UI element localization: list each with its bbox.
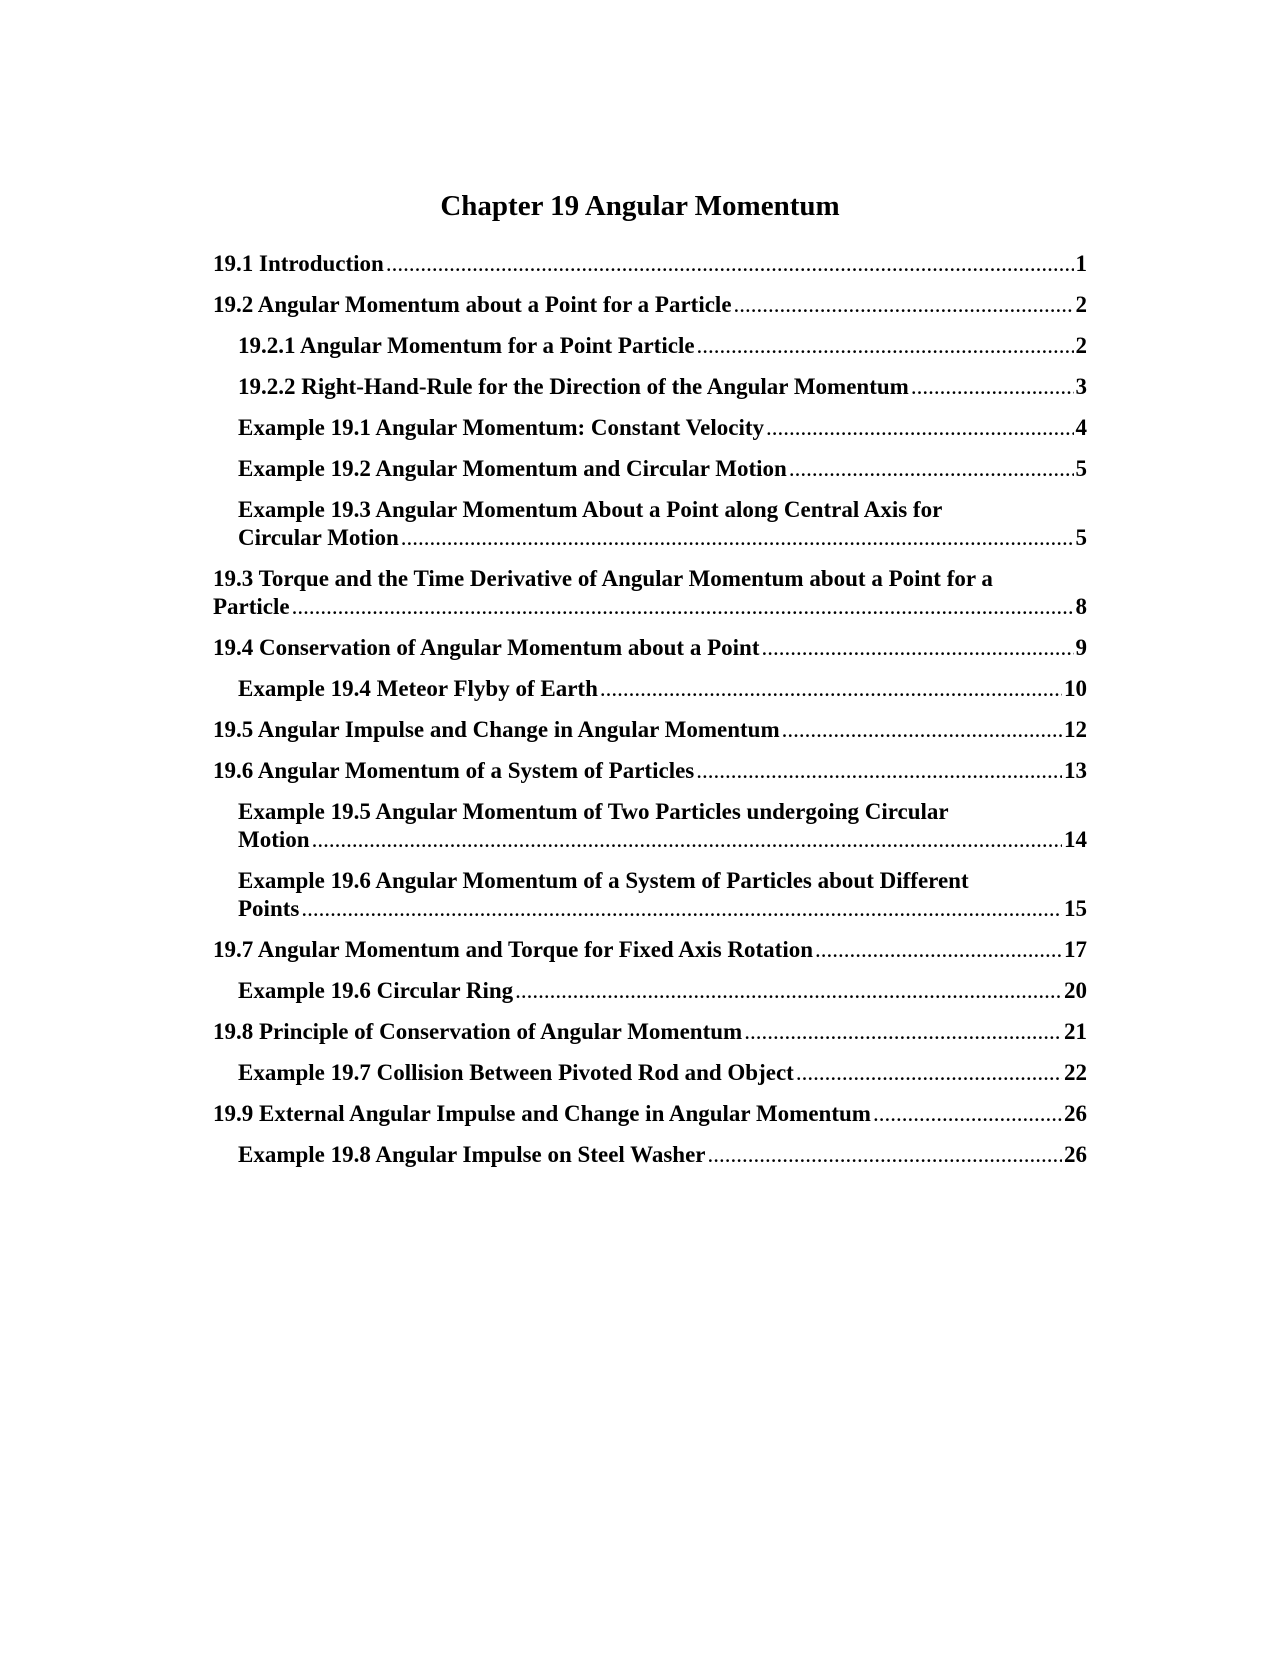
toc-entry[interactable] bbox=[213, 634, 1087, 662]
toc-entry[interactable] bbox=[213, 373, 1087, 401]
toc-page-number: 2 bbox=[1075, 292, 1087, 317]
toc-entry-text: Example 19.2 Angular Momentum and Circular Motion bbox=[238, 456, 787, 481]
toc-entry[interactable] bbox=[213, 291, 1087, 319]
toc-entry-text-first-line: Example 19.3 Angular Momentum About a Point along Central Axis for bbox=[238, 497, 943, 522]
toc-leader-dots bbox=[696, 757, 1062, 785]
toc-leader-dots bbox=[766, 414, 1073, 442]
toc-entry-text: 19.2 Angular Momentum about a Point for a Particle bbox=[213, 292, 732, 317]
chapter-title: Chapter 19 Angular Momentum bbox=[440, 190, 840, 222]
toc-entry[interactable] bbox=[213, 455, 1087, 483]
toc-entry-text: Example 19.4 Meteor Flyby of Earth bbox=[238, 676, 598, 701]
toc-entry[interactable] bbox=[213, 675, 1087, 703]
toc-entry-text-first-line: 19.3 Torque and the Time Derivative of Angular Momentum about a Point for a bbox=[213, 566, 993, 591]
toc-leader-dots bbox=[744, 1018, 1062, 1046]
toc-leader-dots bbox=[708, 1141, 1062, 1169]
toc-entry-multiline[interactable] bbox=[213, 565, 1087, 621]
toc-page-number: 22 bbox=[1064, 1060, 1087, 1085]
toc-entry[interactable] bbox=[213, 250, 1087, 278]
toc-page-number: 9 bbox=[1075, 635, 1087, 660]
toc-leader-dots bbox=[796, 1059, 1062, 1087]
toc-entry-text: 19.2.1 Angular Momentum for a Point Particle bbox=[238, 333, 695, 358]
toc-entry-multiline[interactable] bbox=[213, 496, 1087, 552]
toc-page-number: 20 bbox=[1064, 978, 1087, 1003]
toc-entry-text: 19.2.2 Right-Hand-Rule for the Direction of the Angular Momentum bbox=[238, 374, 909, 399]
toc-entry-text: Points bbox=[238, 896, 300, 921]
toc-page-number: 5 bbox=[1075, 456, 1087, 481]
toc-leader-dots bbox=[762, 634, 1074, 662]
toc-page-number: 5 bbox=[1075, 525, 1087, 550]
toc-entry-text: 19.9 External Angular Impulse and Change in Angular Momentum bbox=[213, 1101, 871, 1126]
table-of-contents bbox=[213, 250, 1087, 1169]
toc-entry[interactable] bbox=[213, 1059, 1087, 1087]
toc-leader-dots bbox=[292, 593, 1074, 621]
toc-entry[interactable] bbox=[213, 1141, 1087, 1169]
toc-leader-dots bbox=[789, 455, 1074, 483]
toc-leader-dots bbox=[697, 332, 1074, 360]
toc-entry-multiline[interactable] bbox=[213, 798, 1087, 854]
toc-page-number: 13 bbox=[1064, 758, 1087, 783]
toc-leader-dots bbox=[873, 1100, 1062, 1128]
toc-leader-dots bbox=[401, 524, 1074, 552]
toc-entry-text: Particle bbox=[213, 594, 290, 619]
toc-entry-text: 19.7 Angular Momentum and Torque for Fixed Axis Rotation bbox=[213, 937, 813, 962]
toc-entry-text: Circular Motion bbox=[238, 525, 399, 550]
toc-entry-text: Example 19.7 Collision Between Pivoted Rod and Object bbox=[238, 1060, 794, 1085]
toc-entry[interactable] bbox=[213, 1100, 1087, 1128]
toc-leader-dots bbox=[815, 936, 1062, 964]
toc-page-number: 3 bbox=[1075, 374, 1087, 399]
toc-leader-dots bbox=[515, 977, 1062, 1005]
toc-leader-dots bbox=[911, 373, 1074, 401]
toc-page-number: 26 bbox=[1064, 1142, 1087, 1167]
toc-leader-dots bbox=[386, 250, 1074, 278]
toc-page-number: 17 bbox=[1064, 937, 1087, 962]
toc-leader-dots bbox=[301, 895, 1062, 923]
toc-entry-text: 19.1 Introduction bbox=[213, 251, 384, 276]
toc-entry[interactable] bbox=[213, 716, 1087, 744]
toc-leader-dots bbox=[734, 291, 1074, 319]
toc-entry-text: Example 19.8 Angular Impulse on Steel Washer bbox=[238, 1142, 706, 1167]
toc-entry[interactable] bbox=[213, 414, 1087, 442]
toc-leader-dots bbox=[782, 716, 1062, 744]
toc-entry[interactable] bbox=[213, 757, 1087, 785]
toc-page-number: 2 bbox=[1075, 333, 1087, 358]
toc-entry[interactable] bbox=[213, 977, 1087, 1005]
toc-entry-text: 19.4 Conservation of Angular Momentum about a Point bbox=[213, 635, 760, 660]
toc-entry-text-first-line: Example 19.5 Angular Momentum of Two Particles undergoing Circular bbox=[238, 799, 949, 824]
toc-entry-text: 19.6 Angular Momentum of a System of Particles bbox=[213, 758, 695, 783]
toc-page-number: 10 bbox=[1064, 676, 1087, 701]
toc-entry-text: 19.5 Angular Impulse and Change in Angular Momentum bbox=[213, 717, 780, 742]
toc-page-number: 8 bbox=[1075, 594, 1087, 619]
toc-entry-text-first-line: Example 19.6 Angular Momentum of a System of Particles about Different bbox=[238, 868, 969, 893]
toc-page-number: 12 bbox=[1064, 717, 1087, 742]
toc-entry-text: Example 19.1 Angular Momentum: Constant Velocity bbox=[238, 415, 765, 440]
toc-entry-multiline[interactable] bbox=[213, 867, 1087, 923]
toc-leader-dots bbox=[312, 826, 1062, 854]
toc-page-number: 1 bbox=[1075, 251, 1087, 276]
toc-page-number: 4 bbox=[1075, 415, 1087, 440]
toc-page-number: 14 bbox=[1064, 827, 1087, 852]
toc-entry-text: 19.8 Principle of Conservation of Angular Momentum bbox=[213, 1019, 743, 1044]
toc-entry[interactable] bbox=[213, 1018, 1087, 1046]
toc-entry-text: Example 19.6 Circular Ring bbox=[238, 978, 514, 1003]
toc-page-number: 21 bbox=[1064, 1019, 1087, 1044]
toc-entry[interactable] bbox=[213, 936, 1087, 964]
toc-page-number: 26 bbox=[1064, 1101, 1087, 1126]
toc-page-number: 15 bbox=[1064, 896, 1087, 921]
toc-leader-dots bbox=[600, 675, 1062, 703]
toc-entry-text: Motion bbox=[238, 827, 310, 852]
toc-entry[interactable] bbox=[213, 332, 1087, 360]
